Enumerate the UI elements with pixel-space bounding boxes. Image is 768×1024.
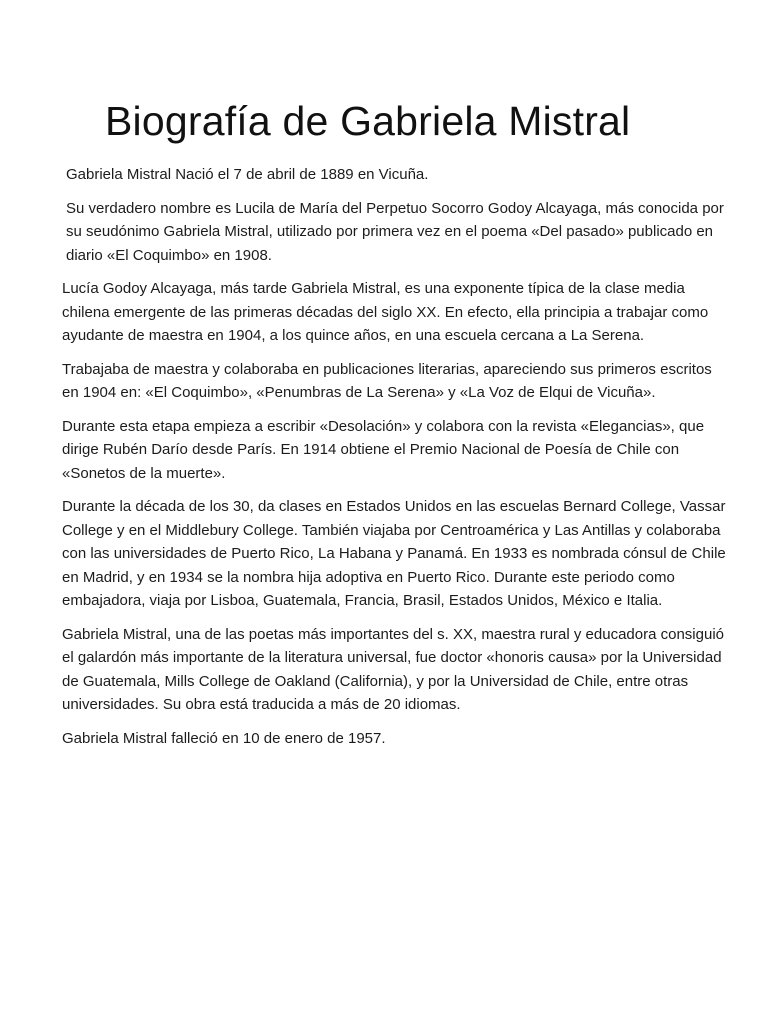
paragraph-first-writings: Trabajaba de maestra y colaboraba en publicaciones literarias, apareciendo sus primeros escritos en 1904 en: «El Coquimbo», «Penumbras de La Serena» y «La Voz de Elqui de Vicuña».: [62, 360, 712, 401]
paragraph-honors: Gabriela Mistral, una de las poetas más importantes del s. XX, maestra rural y educadora consiguió el galardón más importante de la literatura universal, fue doctor «honoris causa» por la Universidad de Guatemala, Mills College de Oakland (California), y por la Universidad de Chile, entre otras universidades. Su obra está traducida a más de 20 idiomas.: [62, 625, 724, 713]
paragraph-death: Gabriela Mistral falleció en 10 de enero de 1957.: [62, 729, 386, 747]
paragraph-thirties: Durante la década de los 30, da clases en Estados Unidos en las escuelas Bernard College, Vassar College y en el Middlebury College. También viajaba por Centroamérica y Las Antillas y colaboraba con las universidades de Puerto Rico, La Habana y Panamá. En 1933 es nombrada cónsul de Chile en Madrid, y en 1934 se la nombra hija adoptiva en Puerto Rico. Durante este periodo como embajadora, viaja por Lisboa, Guatemala, Francia, Brasil, Estados Unidos, México e Italia.: [62, 498, 726, 609]
document-title: Biografía de Gabriela Mistral: [105, 98, 631, 144]
paragraph-real-name: Su verdadero nombre es Lucila de María del Perpetuo Socorro Godoy Alcayaga, más conocida por su seudónimo Gabriela Mistral, utilizado por primera vez en el poema «Del pasado» publicado en diario «El Coquimbo» en 1908.: [66, 199, 724, 264]
paragraph-birth: Gabriela Mistral Nació el 7 de abril de 1889 en Vicuña.: [66, 166, 429, 183]
paragraph-early-career: Lucía Godoy Alcayaga, más tarde Gabriela Mistral, es una exponente típica de la clase media chilena emergente de las primeras décadas del siglo XX. En efecto, ella principia a trabajar como ayudante de maestra en 1904, a los quince años, en una escuela cercana a La Serena.: [62, 280, 709, 344]
paragraph-desolacion: Durante esta etapa empieza a escribir «Desolación» y colabora con la revista «Elegancias», que dirige Rubén Darío desde París. En 1914 obtiene el Premio Nacional de Poesía de Chile con «Sonetos de la muerte».: [62, 417, 705, 482]
document-body: [62, 163, 726, 760]
